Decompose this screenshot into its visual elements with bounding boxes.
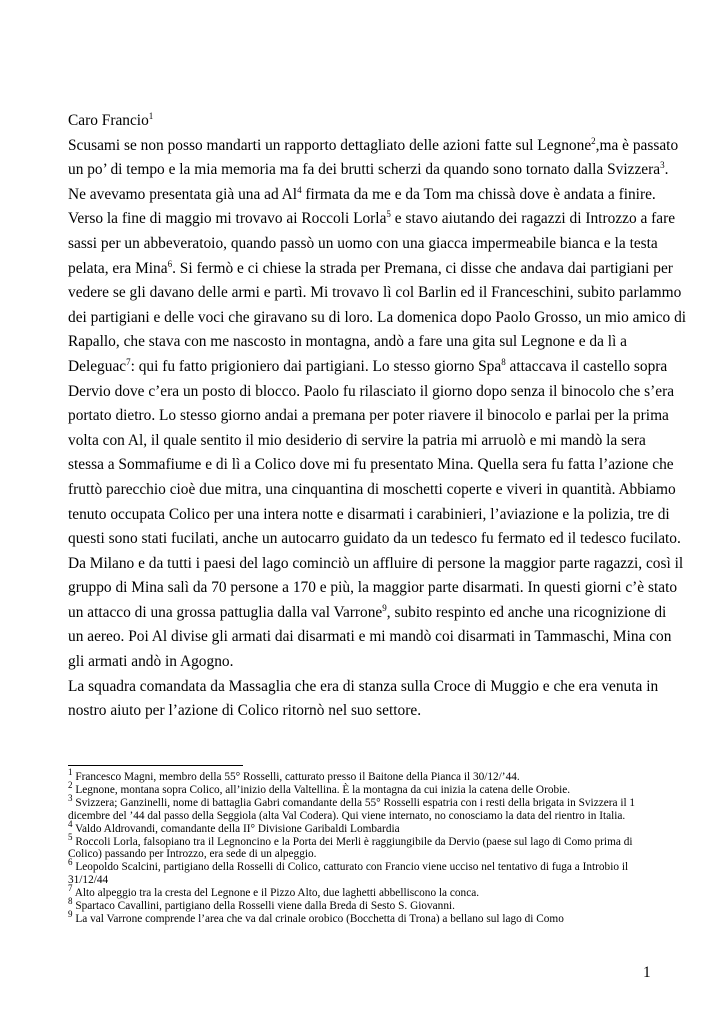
footnote-ref: 4 <box>297 184 302 195</box>
line-text: La squadra comandata da Massaglia che era di stanza sulla Croce di Muggio e che era venuta in <box>68 677 659 695</box>
footnote <box>68 767 658 784</box>
line-text: un po’ di tempo e la mia memoria ma fa dei brutti scherzi da quando sono tornato dalla Svizzera <box>68 161 661 179</box>
letter-line <box>68 699 658 724</box>
letter-line <box>68 306 687 331</box>
line-text: un attacco di una grossa pattuglia dalla val Varrone <box>68 603 383 621</box>
line-text: Dervio dove c’era un posto di blocco. Paolo fu rilasciato il giorno dopo senza il binocolo che s’era <box>68 382 675 400</box>
letter-line <box>68 232 658 257</box>
line-text: pelata, era Mina <box>68 259 168 277</box>
line-text: Ne avevamo presentata già una ad Al <box>68 185 298 203</box>
line-text: , subito respinto ed anche una ricognizione di <box>386 603 667 621</box>
footnote <box>68 909 658 926</box>
letter-line <box>68 478 676 503</box>
footnote-ref: 9 <box>382 602 387 613</box>
footnote-number: 3 <box>68 793 73 804</box>
line-text: Verso la fine di maggio mi trovavo ai Roccoli Lorla <box>68 210 387 228</box>
line-text: Deleguac <box>68 357 127 375</box>
footnote-ref: 6 <box>167 258 173 269</box>
letter-line <box>68 380 675 405</box>
greeting-text: Caro Francio <box>68 112 149 129</box>
letter-line <box>68 576 678 601</box>
line-text: Scusami se non posso mandarti un rapporto dettagliato delle azioni fatte sul Legnone <box>68 136 592 154</box>
letter-line <box>68 503 670 528</box>
footnote-text: La val Varrone comprende l’area che va dal crinale orobico (Bocchetta di Trona) a bellano sul lago di Como <box>72 912 564 925</box>
line-text: fruttò parecchio cioè due mitra, una cinquantina di moschetti coperte e viveri in quantità. Abbiamo <box>68 480 676 498</box>
footnote <box>68 857 658 887</box>
line-text: volta con Al, il quale sentito il mio desiderio di servire la patria mi arruolò e mi mandò la sera <box>68 431 646 449</box>
footnote-number: 5 <box>68 831 73 842</box>
line-text: gli armati andò in Agogno. <box>68 653 234 671</box>
letter-body <box>68 109 687 724</box>
footnote-text: Alto alpeggio tra la cresta del Legnone e il Pizzo Alto, due laghetti abbelliscono la conca. <box>72 887 480 900</box>
footnote-ref: 3 <box>660 160 665 171</box>
line-text: tenuto occupata Colico per una intera notte e disarmati i carabinieri, l’aviazione e la polizia, tre di <box>68 505 670 523</box>
footnote-ref: 8 <box>501 356 506 367</box>
footnote-ref: 5 <box>386 209 391 220</box>
letter-line <box>68 134 679 159</box>
footnote-text: Spartaco Cavallini, partigiano della Rosselli viene dalla Breda di Sesto S. Giovanni. <box>72 900 455 913</box>
letter-line <box>68 552 684 577</box>
letter-line <box>68 355 668 380</box>
footnote-ref: 7 <box>126 356 131 367</box>
footnote-number: 9 <box>68 909 73 920</box>
footnote <box>68 780 658 797</box>
line-text: dei partigiani e delle voci che giravano su di loro. La domenica dopo Paolo Grosso, un mio amico di <box>68 308 687 326</box>
letter-line <box>68 429 658 454</box>
footnote-text: Leopoldo Scalcini, partigiano della Rosselli di Colico, catturato con Francio viene ucciso nel tentativo di fuga a Introbio il 31/12/44 <box>68 861 629 887</box>
line-text: e stavo aiutando dei ragazzi di Introzzo a fare <box>390 210 676 228</box>
footnote-ref: 2 <box>591 135 596 146</box>
footnote-separator <box>68 765 243 766</box>
letter-line <box>68 330 658 355</box>
footnote-number: 2 <box>68 780 73 791</box>
letter-line <box>68 625 672 650</box>
letter-line <box>68 281 682 306</box>
letter-greeting <box>68 109 658 134</box>
line-text: attaccava il castello sopra <box>505 357 668 375</box>
footnote <box>68 818 658 836</box>
page-number: 1 <box>643 964 651 981</box>
footnote-ref: 1 <box>148 110 154 121</box>
footnote <box>68 793 658 823</box>
line-text: questi sono stati fucilati, anche un autocarro guidato da un tedesco fu fermato ed il tedesco fucilato. <box>68 530 681 548</box>
line-text: un aereo. Poi Al divise gli armati dai disarmati e mi mandò coi disarmati in Tammaschi, Mina con <box>68 628 672 646</box>
letter-line <box>68 675 658 700</box>
footnote <box>68 896 658 913</box>
footnote-text: Valdo Aldrovandi, comandante della II° Divisione Garibaldi Lombardia <box>72 822 400 835</box>
letter-line <box>68 158 669 183</box>
letter-line <box>68 650 658 675</box>
line-text: Rapallo, che stava con me nascosto in montagna, andò a fare una gita sul Legnone e da lì a <box>68 333 628 351</box>
letter-paragraph <box>68 134 687 724</box>
line-text: ,ma è passato <box>595 136 679 154</box>
line-text: portato dietro. Lo stesso giorno andai a premana per poter riavere il binocolo e parlai per la prima <box>68 407 669 425</box>
line-text: sassi per un abbeveratoio, quando passò un uomo con una giacca impermeabile bianca e la testa <box>68 234 658 252</box>
footnote <box>68 831 658 862</box>
letter-line <box>68 207 676 232</box>
line-text: . <box>664 161 669 179</box>
footnote-number: 4 <box>68 818 73 829</box>
letter-line <box>68 183 658 208</box>
footnote-text: Legnone, montana sopra Colico, all’inizio della Valtellina. È la montagna da cui inizia la catena delle Orobie. <box>72 783 571 796</box>
letter-line <box>68 601 667 626</box>
footnote-text: Roccoli Lorla, falsopiano tra il Legnoncino e la Porta dei Merli è raggiungibile da Dervio (paese sul lago di Como prima di Colico) passando per Introzzo, era sede di un alpeggio. <box>68 835 633 861</box>
line-text: vedere se gli davano delle armi e partì. Mi trovavo lì col Barlin ed il Franceschini, subito parlammo <box>68 284 682 302</box>
line-text: Da Milano e da tutti i paesi del lago cominciò un affluire di persone la maggior parte ragazzi, così il <box>68 554 684 572</box>
letter-line <box>68 527 681 552</box>
line-text: : qui fu fatto prigioniero dai partigiani. Lo stesso giorno Spa <box>130 357 502 375</box>
letter-line <box>68 453 674 478</box>
footnote-number: 7 <box>68 883 73 894</box>
line-text: nostro aiuto per l’azione di Colico ritornò nel suo settore. <box>68 702 422 720</box>
footnotes-section <box>68 767 658 926</box>
footnote <box>68 883 658 900</box>
footnote-number: 8 <box>68 896 73 907</box>
line-text: stessa a Sommafiume e di lì a Colico dove mi fu presentato Mina. Quella sera fu fatta l’azione che <box>68 456 674 474</box>
line-text: gruppo di Mina salì da 70 persone a 170 e più, la maggior parte disarmati. In questi giorni c’è stato <box>68 579 678 597</box>
footnote-number: 6 <box>68 857 73 868</box>
footnote-text: Svizzera; Ganzinelli, nome di battaglia Gabri comandante della 55° Rosselli espatria con i resti della brigata in Svizzera il 1 dicembre del ’44 dal passo della Seggiola (alta Val Codera). Qui viene internato, no conosciamo la data del rientro in Italia. <box>68 796 636 822</box>
footnote-number: 1 <box>68 767 73 778</box>
line-text: . Si fermò e ci chiese la strada per Premana, ci disse che andava dai partigiani per <box>172 259 673 277</box>
footnote-text: Francesco Magni, membro della 55° Rosselli, catturato presso il Baitone della Pianca il 30/12/’44. <box>72 771 520 783</box>
letter-line <box>68 257 673 282</box>
letter-line <box>68 404 669 429</box>
line-text: firmata da me e da Tom ma chissà dove è andata a finire. <box>301 185 656 203</box>
